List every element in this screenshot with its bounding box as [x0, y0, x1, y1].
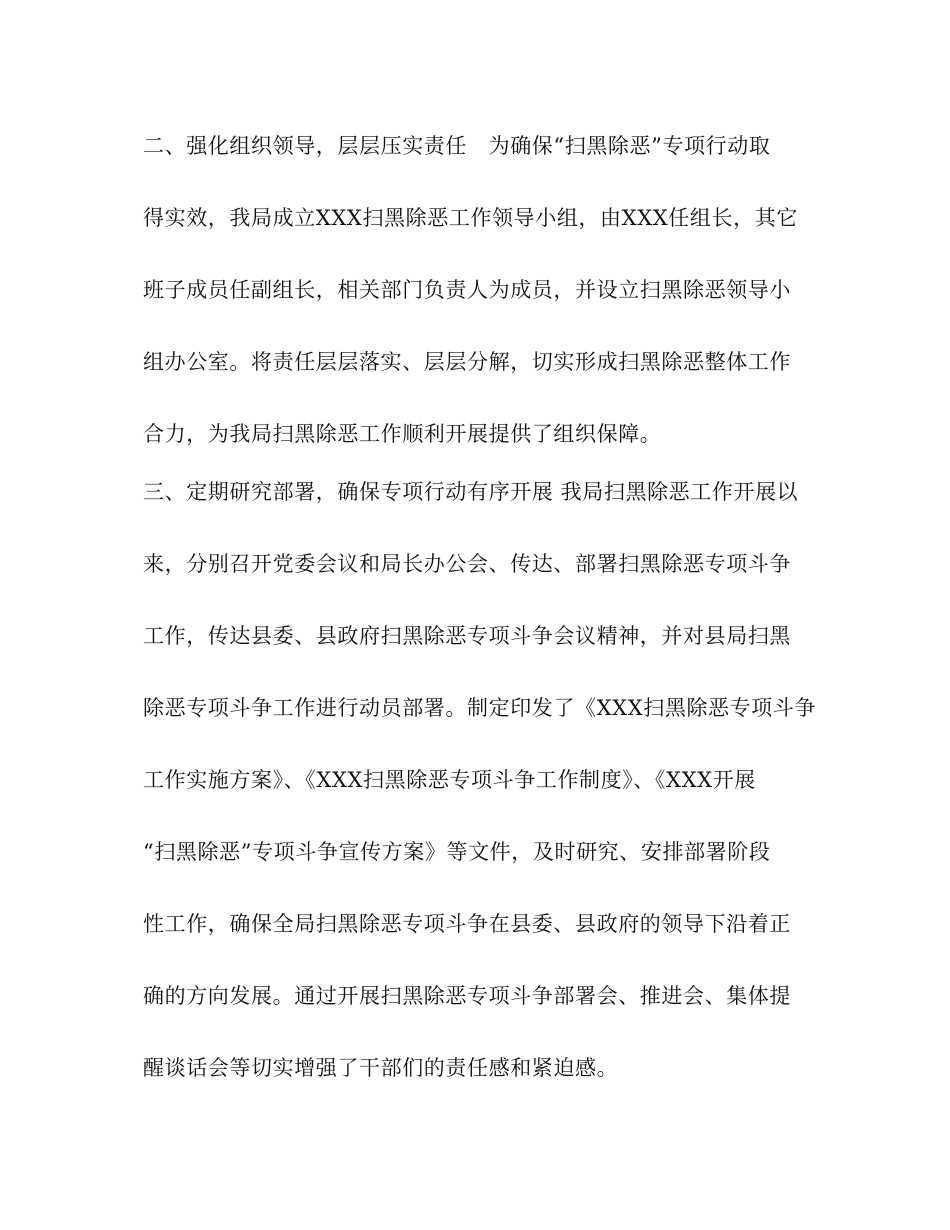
text-line: 来，分别召开党委会议和局长办公会、传达、部署扫黑除恶专项斗争	[143, 552, 791, 576]
text-line: 组办公室。将责任层层落实、层层分解，切实形成扫黑除恶整体工作	[143, 350, 791, 374]
text-line: 除恶专项斗争工作进行动员部署。制定印发了《XXX扫黑除恶专项斗争	[143, 696, 817, 720]
text-line: 三、定期研究部署，确保专项行动有序开展 我局扫黑除恶工作开展以	[143, 480, 799, 504]
text-line: 醒谈话会等切实增强了干部们的责任感和紧迫感。	[143, 1056, 619, 1080]
text-line: “扫黑除恶”专项斗争宣传方案》等文件，及时研究、安排部署阶段	[143, 840, 771, 864]
text-line: 确的方向发展。通过开展扫黑除恶专项斗争部署会、推进会、集体提	[143, 984, 791, 1008]
text-line: 工作，传达县委、县政府扫黑除恶专项斗争会议精神，并对县局扫黑	[143, 624, 791, 648]
text-line: 班子成员任副组长，相关部门负责人为成员，并设立扫黑除恶领导小	[143, 278, 791, 302]
text-line: 二、强化组织领导，层层压实责任 为确保“扫黑除恶”专项行动取	[143, 134, 771, 158]
text-line: 工作实施方案》、《XXX扫黑除恶专项斗争工作制度》、《XXX开展	[143, 768, 756, 792]
text-line: 合力，为我局扫黑除恶工作顺利开展提供了组织保障。	[143, 422, 662, 446]
text-line: 性工作，确保全局扫黑除恶专项斗争在县委、县政府的领导下沿着正	[143, 912, 791, 936]
text-line: 得实效，我局成立XXX扫黑除恶工作领导小组，由XXX任组长，其它	[143, 206, 798, 230]
